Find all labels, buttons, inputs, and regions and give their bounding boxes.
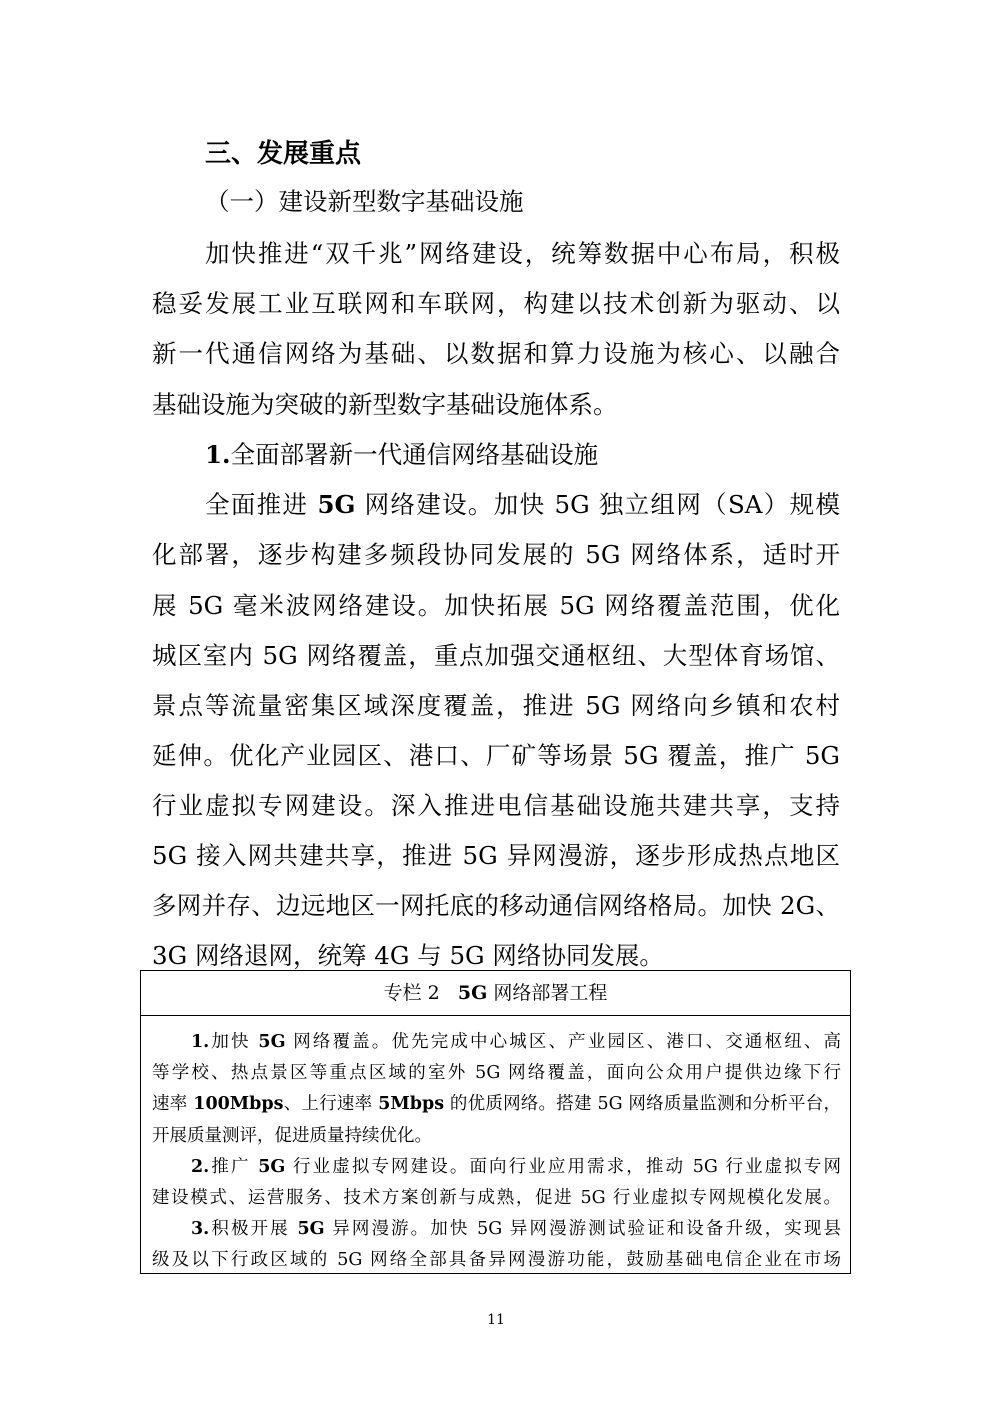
box-text: 异网漫游。加快 5G 异网漫游测试验证和设备升级，实现县 — [324, 1219, 841, 1239]
para2-text: 全面推进 — [205, 490, 309, 519]
page-number: 11 — [487, 1312, 505, 1328]
box-item-number: 1. — [191, 1032, 210, 1052]
box-item-number: 2. — [191, 1157, 210, 1177]
para2-line: 3G 网络退网，统筹 4G 与 5G 网络协同发展。 — [152, 941, 664, 970]
box-p1-line: 等学校、热点景区等重点区域的室外 5G 网络覆盖，面向公众用户提供边缘下行 — [152, 1063, 841, 1083]
box-text: 的优质网络。搭建 5G 网络质量监测和分析平台， — [444, 1094, 841, 1114]
box-p2-line — [191, 1153, 841, 1178]
box-bold: 5Mbps — [378, 1094, 445, 1114]
item1-heading — [205, 436, 598, 471]
box-p1-line — [191, 1028, 841, 1053]
box-title-text: 网络部署工程 — [493, 982, 608, 1004]
box-bold: 5G — [258, 1157, 286, 1177]
subsection-heading: （一）建设新型数字基础设施 — [205, 187, 524, 216]
section-heading: 三、发展重点 — [205, 139, 362, 169]
box-text: 行业虚拟专网建设。面向行业应用需求，推动 5G 行业虚拟专网 — [285, 1157, 841, 1177]
para2-line: 展 5G 毫米波网络建设。加快拓展 5G 网络覆盖范围，优化 — [152, 591, 840, 620]
box-bold: 100Mbps — [193, 1094, 284, 1114]
para1-line: 加快推进“双千兆”网络建设，统筹数据中心布局，积极 — [205, 239, 840, 268]
para1-line: 稳妥发展工业互联网和车联网，构建以技术创新为驱动、以 — [152, 289, 840, 318]
box-text: 速率 — [152, 1094, 194, 1114]
box-bold: 5G — [297, 1219, 325, 1239]
box-text: 推广 — [209, 1157, 259, 1177]
para2-line: 多网并存、边远地区一网托底的移动通信网络格局。加快 2G、 — [152, 891, 840, 920]
para2-line: 城区室内 5G 网络覆盖，重点加强交通枢纽、大型体育场馆、 — [152, 641, 840, 670]
para2-line: 5G 接入网共建共享，推进 5G 异网漫游，逐步形成热点地区 — [152, 841, 840, 870]
box-title-label: 专栏 2 — [383, 982, 440, 1004]
para2-first-line — [205, 486, 840, 521]
box-p1-line — [152, 1090, 841, 1115]
box-p2-line: 建设模式、运营服务、技术方案创新与成熟，促进 5G 行业虚拟专网规模化发展。 — [152, 1188, 841, 1208]
para1-line: 新一代通信网络为基础、以数据和算力设施为核心、以融合 — [152, 339, 840, 368]
para2-line: 行业虚拟专网建设。深入推进电信基础设施共建共享，支持 — [152, 791, 840, 820]
box-item-number: 3. — [191, 1219, 210, 1239]
box-p1-line: 开展质量测评，促进质量持续优化。 — [152, 1126, 432, 1146]
para2-line: 延伸。优化产业园区、港口、厂矿等场景 5G 覆盖，推广 5G — [152, 741, 840, 770]
item1-number: 1. — [205, 440, 231, 469]
box-text: 网络覆盖。优先完成中心城区、产业园区、港口、交通枢纽、高 — [285, 1032, 841, 1052]
box-p3-line — [191, 1215, 841, 1240]
box-text: 加快 — [209, 1032, 259, 1052]
para1-line: 基础设施为突破的新型数字基础设施体系。 — [152, 390, 618, 419]
item1-text: 全面部署新一代通信网络基础设施 — [230, 440, 599, 469]
para2-bold: 5G — [317, 490, 356, 519]
box-title-bold: 5G — [457, 982, 488, 1004]
box-p3-line: 级及以下行政区域的 5G 网络全部具备异网漫游功能，鼓励基础电信企业在市场 — [152, 1250, 841, 1270]
box-text: 积极开展 — [209, 1219, 298, 1239]
box-bold: 5G — [258, 1032, 286, 1052]
column-box-title — [141, 971, 850, 1016]
para2-line: 景点等流量密集区域深度覆盖，推进 5G 网络向乡镇和农村 — [152, 691, 840, 720]
para2-line: 化部署，逐步构建多频段协同发展的 5G 网络体系，适时开 — [152, 540, 840, 569]
box-text: 、上行速率 — [283, 1094, 379, 1114]
para2-text: 网络建设。加快 5G 独立组网（SA）规模 — [364, 490, 840, 519]
column-box — [140, 970, 851, 1274]
